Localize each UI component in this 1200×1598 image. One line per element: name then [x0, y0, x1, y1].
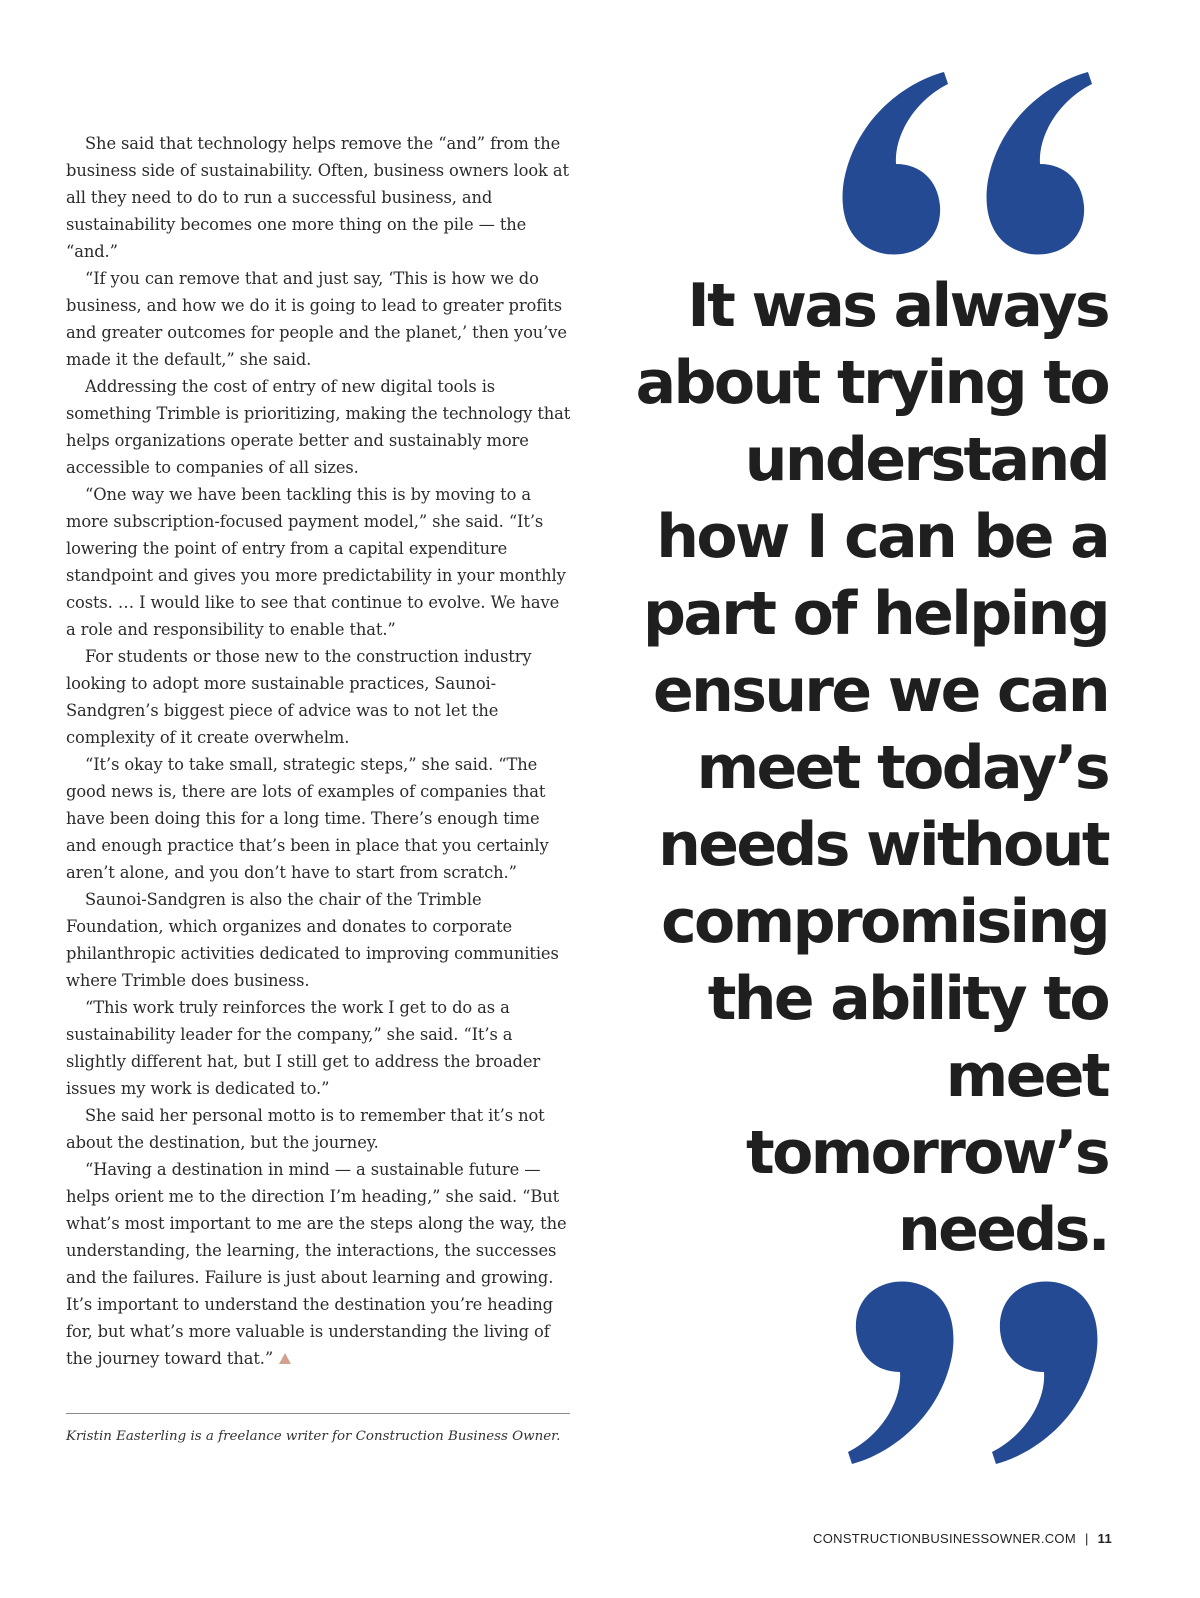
footer-site-url: CONSTRUCTIONBUSINESSOWNER.COM: [813, 1531, 1076, 1546]
article-paragraph: She said that technology helps remove the “and” from the business side of sustainability. Often, business owners look at all they need to do to run a successful business, and sustainability becomes one more thing on the pile — the “and.”: [66, 134, 569, 261]
pull-quote: It was always about trying to understand how I can be a part of helping ensure we can meet today’s needs without compromising the ability to meet tomorrow’s needs.: [635, 271, 1108, 1265]
article-paragraph: Saunoi-Sandgren is also the chair of the Trimble Foundation, which organizes and donates to corporate philanthropic activities dedicated to improving communities where Trimble does business.: [66, 890, 559, 990]
open-quotation-mark-icon: [836, 68, 1104, 258]
article-paragraph: Addressing the cost of entry of new digital tools is something Trimble is prioritizing, making the technology that helps organizations operate better and sustainably more accessible to companies of all sizes.: [66, 377, 571, 477]
page-number: 11: [1097, 1531, 1112, 1546]
article-paragraph: “It’s okay to take small, strategic steps,” she said. “The good news is, there are lots of examples of companies that have been doing this for a long time. There’s enough time and enough practice that’s been in place that you certainly aren’t alone, and you don’t have to start from scratch.”: [66, 755, 549, 882]
footer-separator: |: [1084, 1531, 1089, 1546]
end-of-article-triangle-icon: [279, 1353, 291, 1364]
article-paragraph: She said her personal motto is to remember that it’s not about the destination, but the journey.: [66, 1106, 545, 1152]
close-quote-left-glyph: [992, 1282, 1097, 1464]
article-paragraph: “This work truly reinforces the work I get to do as a sustainability leader for the company,” she said. “It’s a slightly different hat, but I still get to address the broader issues my work is dedicated to.”: [66, 998, 541, 1098]
page-footer: [813, 1531, 1112, 1547]
byline-divider: [66, 1413, 570, 1414]
article-body: [66, 130, 571, 1372]
close-quote-right-glyph: [848, 1282, 953, 1464]
article-paragraph: “One way we have been tackling this is by moving to a more subscription-focused payment model,” she said. “It’s lowering the point of entry from a capital expenditure standpoint and gives you more predictability in your monthly costs. … I would like to see that continue to evolve. We have a role and responsibility to enable that.”: [66, 485, 566, 639]
open-quote-left-glyph: [843, 72, 948, 254]
article-paragraph: For students or those new to the construction industry looking to adopt more sustainable practices, Saunoi-Sandgren’s biggest piece of advice was to not let the complexity of it create overwhelm.: [66, 647, 532, 747]
article-paragraph: “If you can remove that and just say, ‘This is how we do business, and how we do it is going to lead to greater profits and greater outcomes for people and the planet,’ then you’ve made it the default,” she said.: [66, 269, 567, 369]
article-paragraph-last: [66, 1156, 571, 1372]
article-paragraph-text: “Having a destination in mind — a sustainable future — helps orient me to the direction I’m heading,” she said. “But what’s most important to me are the steps along the way, the understanding, the learning, the interactions, the successes and the failures. Failure is just about learning and growing. It’s important to understand the destination you’re heading for, but what’s more valuable is understanding the living of the journey toward that.”: [66, 1160, 567, 1368]
close-quotation-mark-icon: [836, 1278, 1104, 1468]
open-quote-right-glyph: [987, 72, 1092, 254]
author-byline: Kristin Easterling is a freelance writer for Construction Business Owner.: [66, 1429, 561, 1444]
